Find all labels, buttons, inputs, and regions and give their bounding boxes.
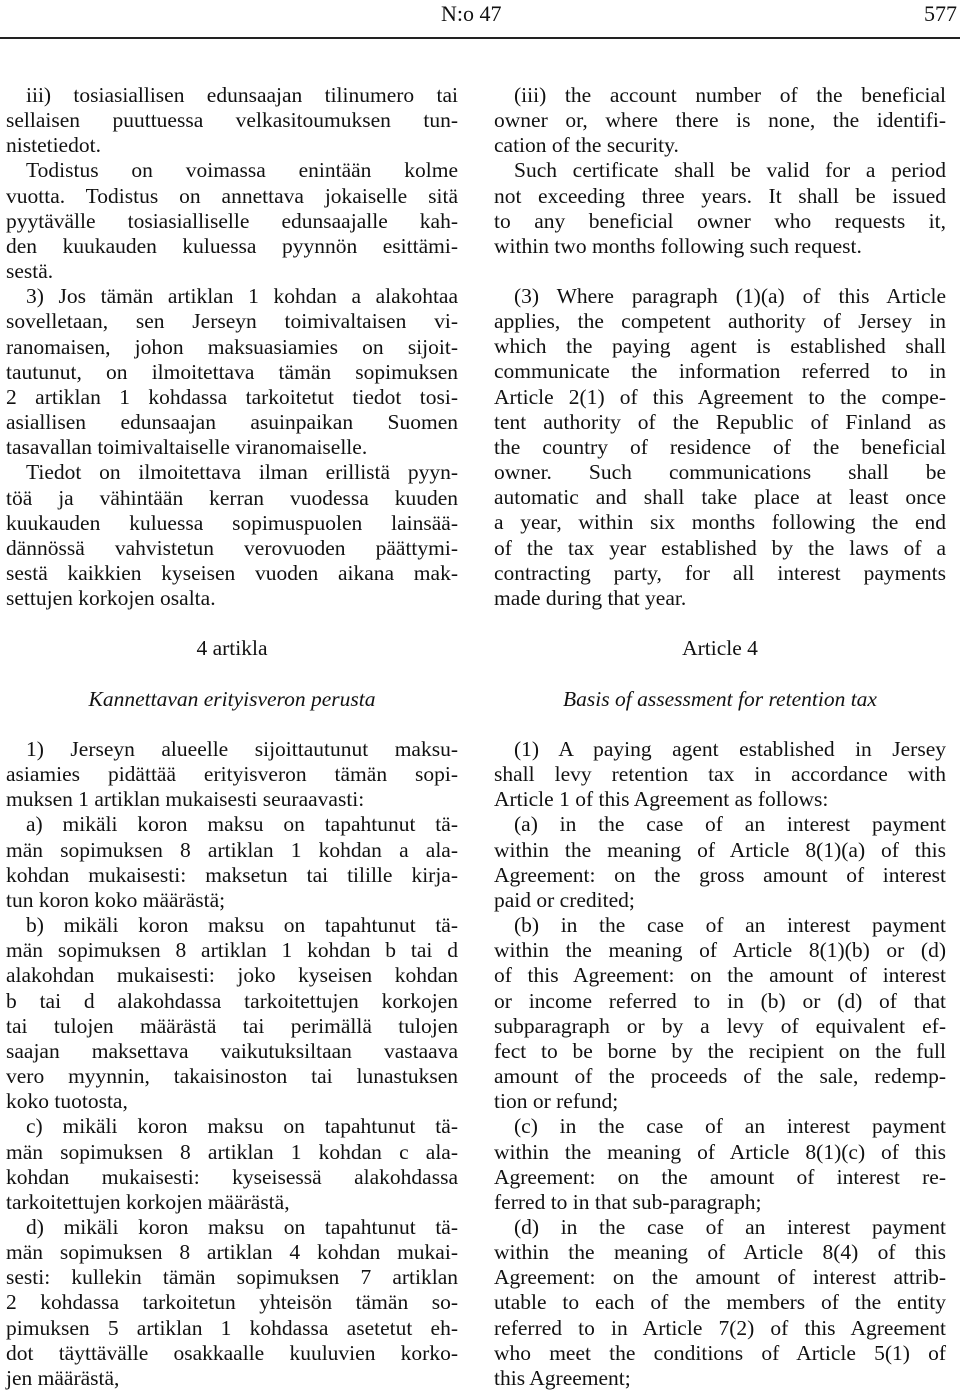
- text-line: tautunut, on ilmoitettava tämän sopimuksen: [6, 359, 458, 384]
- header-rule: [0, 37, 960, 39]
- text-line: tion or refund;: [494, 1089, 619, 1114]
- text-line: shall levy retention tax in accordance with: [494, 762, 946, 787]
- text-line: this Agreement;: [494, 1365, 631, 1390]
- text-line: within the meaning of Article 8(1)(b) or (d): [494, 938, 946, 963]
- text-line: settujen korkojen osalta.: [6, 586, 216, 611]
- text-line: c) mikäli koron maksu on tapahtunut tä-: [26, 1114, 458, 1139]
- text-line: not exceeding three years. It shall be issued: [494, 183, 946, 208]
- text-line: subparagraph or by a levy of equivalent ef-: [494, 1013, 946, 1038]
- text-line: tun koron koko määrästä;: [6, 887, 226, 912]
- text-line: Todistus on voimassa enintään kolme: [26, 158, 458, 183]
- english-block-1b: [494, 284, 946, 611]
- text-line: b) mikäli koron maksu on tapahtunut tä-: [26, 913, 458, 938]
- text-line: män sopimuksen 8 artiklan 1 kohdan c ala-: [6, 1139, 458, 1164]
- text-line: Tiedot on ilmoitettava ilman erillistä pyyn-: [26, 460, 458, 485]
- text-line: tai tulojen määrästä tai perimällä tulojen: [6, 1013, 458, 1038]
- text-line: cation of the security.: [494, 133, 679, 158]
- page-number: 577: [924, 1, 957, 26]
- text-line: sovelletaan, sen Jerseyn toimivaltaisen vi-: [6, 309, 458, 334]
- text-line: asiallisen edunsaajan asuinpaikan Suomen: [6, 410, 458, 435]
- text-line: tasavallan toimivaltaiselle viranomaiselle.: [6, 435, 368, 460]
- text-line: or income referred to in (b) or (d) of that: [494, 988, 946, 1013]
- text-line: 1) Jerseyn alueelle sijoittautunut maksu-: [26, 737, 458, 761]
- text-line: (iii) the account number of the beneficial: [514, 83, 946, 107]
- text-line: the country of residence of the beneficial: [494, 434, 946, 459]
- text-line: pimuksen 5 artiklan 1 kohdassa asetetut eh-: [6, 1315, 458, 1340]
- text-line: (1) A paying agent established in Jersey: [514, 737, 946, 761]
- text-line: muksen 1 artiklan mukaisesti seuraavasti:: [6, 787, 365, 812]
- text-line: paid or credited;: [494, 887, 635, 912]
- text-line: dot täyttävälle osakkaalle kuuluvien korko-: [6, 1340, 458, 1365]
- english-article-title: Article 4: [682, 636, 758, 660]
- text-line: kuukauden kuluessa sopimuspuolen lainsää-: [6, 510, 458, 535]
- text-line: Agreement: on the amount of interest re-: [494, 1164, 946, 1189]
- text-line: alakohdan mukaisesti: joko kyseisen kohdan: [6, 963, 458, 988]
- text-line: (d) in the case of an interest payment: [514, 1214, 946, 1239]
- finnish-article-title: 4 artikla: [196, 636, 268, 660]
- text-line: ferred to in that sub-paragraph;: [494, 1189, 762, 1214]
- text-line: koko tuotosta,: [6, 1089, 128, 1114]
- text-line: automatic and shall take place at least once: [494, 485, 946, 510]
- text-line: kohdan mukaisesti: kyseisessä alakohdassa: [6, 1164, 458, 1189]
- text-line: which the paying agent is established shall: [494, 334, 946, 359]
- text-line: asiamies pidättää erityisveron tämän sopi-: [6, 762, 458, 787]
- text-line: män sopimuksen 8 artiklan 4 kohdan mukai-: [6, 1240, 458, 1265]
- text-line: sesti: kullekin tämän sopimuksen 7 artiklan: [6, 1265, 458, 1290]
- issue-number: N:o 47: [441, 1, 502, 26]
- text-line: made during that year.: [494, 585, 687, 610]
- text-line: a) mikäli koron maksu on tapahtunut tä-: [26, 812, 458, 837]
- text-line: Agreement: on the gross amount of interest: [494, 862, 946, 887]
- text-line: owner or, where there is none, the identifi-: [494, 108, 946, 133]
- finnish-block-1: [6, 83, 458, 611]
- text-line: saajan maksettava vaikutuksiltaan vastaava: [6, 1038, 458, 1063]
- text-line: pyytävälle tosiasialliselle edunsaajalle kah-: [6, 208, 458, 233]
- text-line: 3) Jos tämän artiklan 1 kohdan a alakohtaa: [26, 284, 458, 309]
- text-line: contracting party, for all interest payments: [494, 560, 946, 585]
- text-line: of this Agreement: on the amount of interest: [494, 963, 946, 988]
- text-line: (3) Where paragraph (1)(a) of this Article: [514, 284, 946, 308]
- text-line: vuotta. Todistus on annettava jokaiselle sitä: [6, 183, 458, 208]
- text-line: a year, within six months following the end: [494, 510, 946, 535]
- text-line: fect to be borne by the recipient on the full: [494, 1038, 946, 1063]
- text-line: vero myynnin, takaisinoston tai lunastuksen: [6, 1064, 458, 1089]
- text-line: Agreement: on the amount of interest attrib-: [494, 1265, 946, 1290]
- text-line: män sopimuksen 8 artiklan 1 kohdan a ala-: [6, 837, 458, 862]
- text-line: Such certificate shall be valid for a period: [514, 158, 946, 183]
- text-line: Article 1 of this Agreement as follows:: [494, 787, 829, 812]
- text-line: sestä kaikkien kyseisen vuoden aikana mak-: [6, 560, 458, 585]
- text-line: referred to in Article 7(2) of this Agreement: [494, 1315, 946, 1340]
- finnish-block-2: [6, 737, 458, 1391]
- text-line: communicate the information referred to in: [494, 359, 946, 384]
- text-line: b tai d alakohdassa tarkoitettujen korkojen: [6, 988, 458, 1013]
- text-line: d) mikäli koron maksu on tapahtunut tä-: [26, 1214, 458, 1239]
- page-header: [0, 0, 960, 28]
- text-line: within two months following such request.: [494, 233, 862, 258]
- text-line: män sopimuksen 8 artiklan 1 kohdan b tai d: [6, 938, 458, 963]
- text-line: tent authority of the Republic of Finland as: [494, 409, 946, 434]
- text-line: applies, the competent authority of Jersey in: [494, 309, 946, 334]
- text-line: töä ja vähintään kerran vuodessa kuuden: [6, 485, 458, 510]
- english-block-2: [494, 737, 946, 1391]
- text-line: (c) in the case of an interest payment: [514, 1114, 946, 1139]
- text-line: utable to each of the members of the entity: [494, 1290, 946, 1315]
- text-line: kohdan mukaisesti: maksetun tai tilille kirja-: [6, 862, 458, 887]
- text-line: Article 2(1) of this Agreement to the compe-: [494, 384, 946, 409]
- text-line: den kuukauden kuluessa pyynnön esittämi-: [6, 233, 458, 258]
- text-line: owner. Such communications shall be: [494, 460, 946, 485]
- text-line: 2 artiklan 1 kohdassa tarkoitetut tiedot tosi-: [6, 384, 458, 409]
- english-article-subtitle: Basis of assessment for retention tax: [563, 687, 877, 711]
- text-line: amount of the proceeds of the sale, redemp-: [494, 1064, 946, 1089]
- text-line: within the meaning of Article 8(4) of this: [494, 1240, 946, 1265]
- text-line: to any beneficial owner who requests it,: [494, 208, 946, 233]
- text-line: who meet the conditions of Article 5(1) of: [494, 1340, 946, 1365]
- text-line: of the tax year established by the laws of a: [494, 535, 946, 560]
- text-line: tarkoitettujen korkojen määrästä,: [6, 1189, 290, 1214]
- english-block-1: [494, 83, 946, 259]
- text-line: jen määrästä,: [6, 1365, 120, 1390]
- text-line: nistetiedot.: [6, 133, 101, 158]
- text-line: dännössä vahvistetun verovuoden päättymi-: [6, 535, 458, 560]
- text-line: iii) tosiasiallisen edunsaajan tilinumero tai: [26, 83, 458, 107]
- text-line: (a) in the case of an interest payment: [514, 812, 946, 837]
- text-line: 2 kohdassa tarkoitetun yhteisön tämän so-: [6, 1290, 458, 1315]
- text-line: (b) in the case of an interest payment: [514, 913, 946, 938]
- text-line: sestä.: [6, 259, 54, 284]
- finnish-article-subtitle: Kannettavan erityisveron perusta: [88, 687, 376, 711]
- text-line: within the meaning of Article 8(1)(a) of this: [494, 837, 946, 862]
- text-line: ranomaisen, johon maksuasiamies on sijoit-: [6, 334, 458, 359]
- text-line: within the meaning of Article 8(1)(c) of this: [494, 1139, 946, 1164]
- text-line: sellaisen puuttuessa velkasitoumuksen tun-: [6, 108, 458, 133]
